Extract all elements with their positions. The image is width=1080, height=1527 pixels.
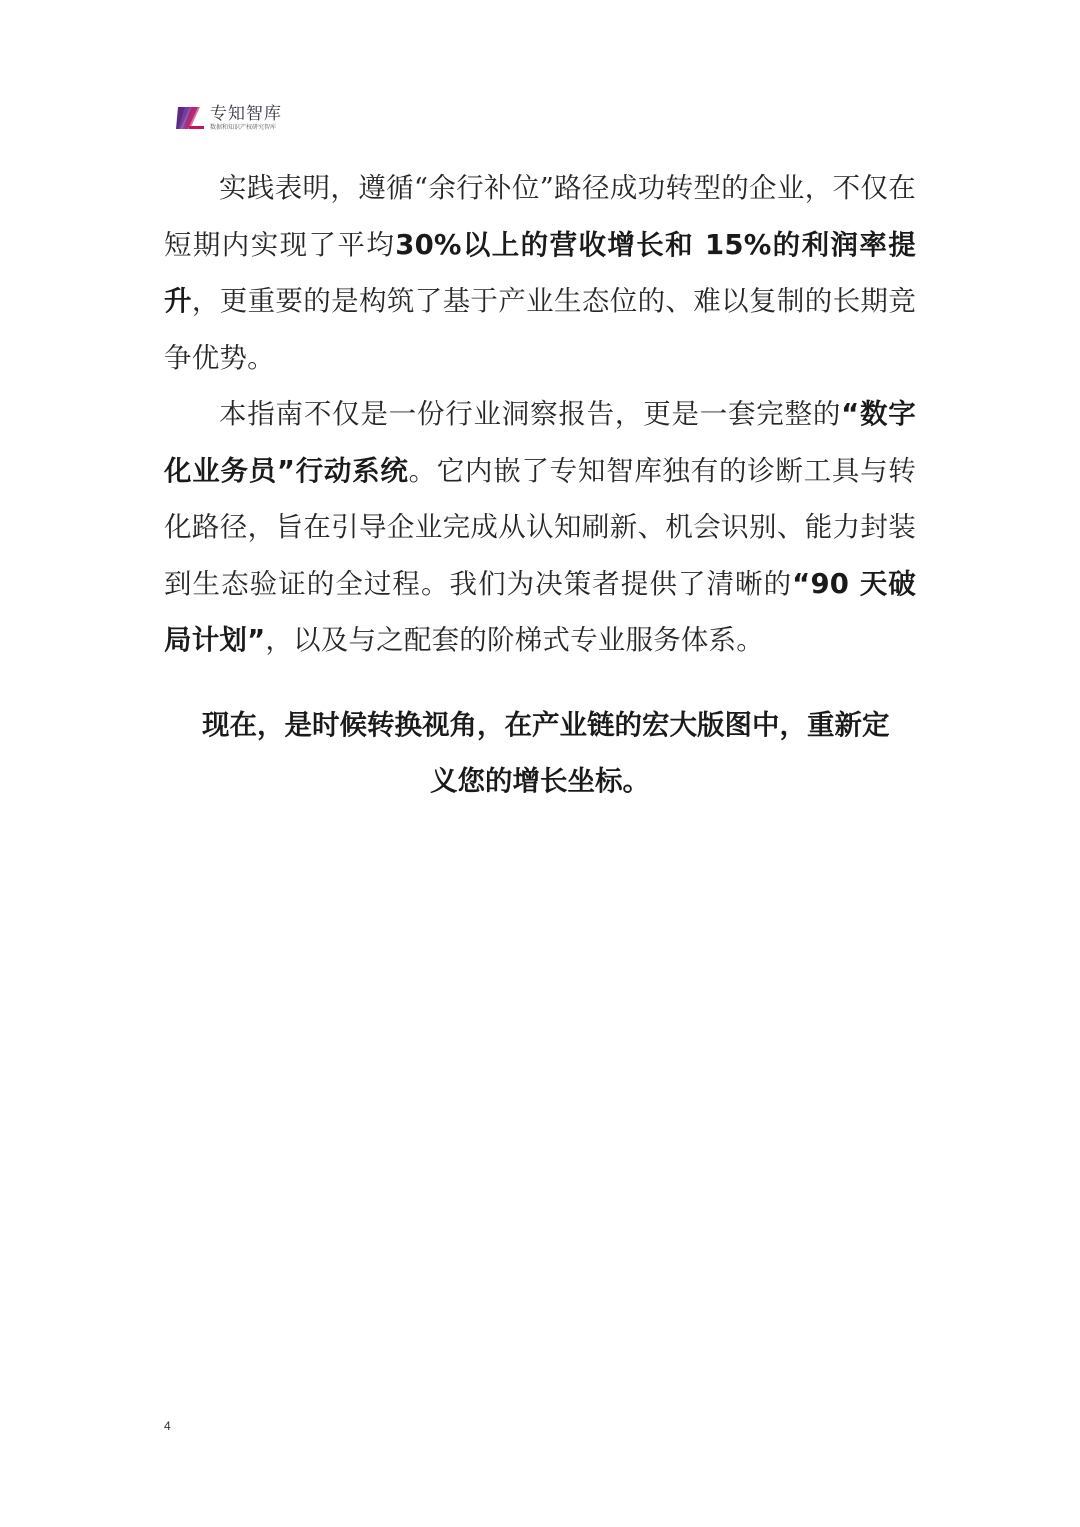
paragraph-1-text-1: 实践表明，遵循“余行补位”路径成功转型的企业，不仅在短期内实现了平均 [164, 172, 916, 261]
closing-line-1: 现在，是时候转换视角，在产业链的宏大版图中，重新定 [202, 708, 890, 741]
paragraph-2-text-2: 。它内嵌了专知智库独有的诊断工具与转化路径，旨在引导企业完成从认知刷新、机会识别、能力封装到生态验证的全过程。我们为决策者提供了清晰的 [164, 454, 916, 600]
paragraph-2-text-1: 本指南不仅是一份行业洞察报告，更是一套完整的 [219, 398, 842, 430]
logo-title: 专知智库 [210, 104, 282, 124]
header-logo [176, 100, 282, 136]
paragraph-1 [164, 160, 916, 386]
closing-statement [164, 697, 916, 810]
logo-text [210, 104, 282, 132]
logo-subtitle: 数据和知识产权研究智库 [210, 124, 277, 131]
paragraph-2-bold-2: “90 天破局计划” [164, 567, 916, 656]
paragraph-2 [164, 386, 916, 669]
document-body [164, 160, 916, 810]
paragraph-2-text-3: ，以及与之配套的阶梯式专业服务体系。 [265, 624, 764, 656]
paragraph-2-bold-1: “数字化业务员”行动系统 [164, 398, 916, 487]
page-number: 4 [164, 1419, 171, 1433]
paragraph-1-bold-1: 30%以上的营收增长和 15%的利润率提升 [164, 228, 916, 317]
closing-line-2: 义您的增长坐标。 [430, 765, 650, 797]
zl-logo-icon [176, 103, 206, 133]
paragraph-1-text-2: ，更重要的是构筑了基于产业生态位的、难以复制的长期竞争优势。 [164, 285, 916, 374]
